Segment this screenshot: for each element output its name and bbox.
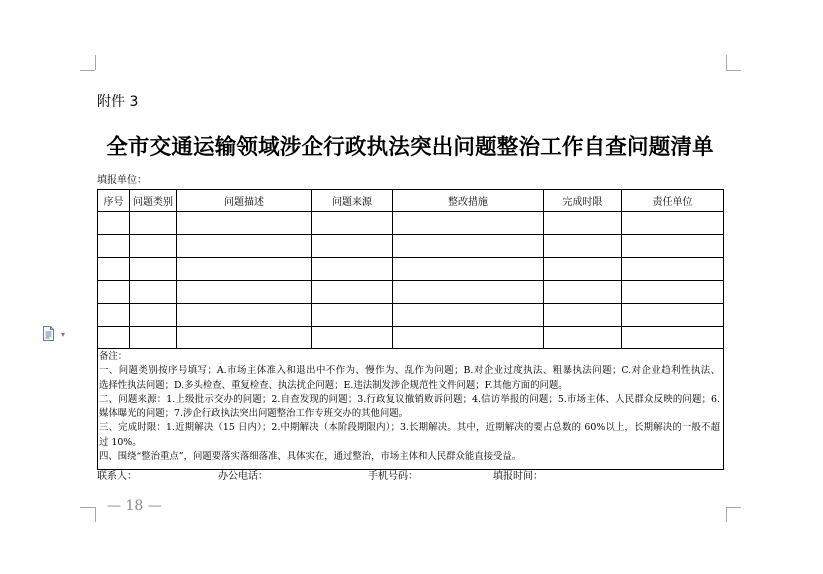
header-issue-source: 问题来源 (312, 190, 393, 212)
contact-label: 联系人： (97, 471, 137, 482)
table-row (98, 235, 724, 258)
table-cell[interactable] (98, 281, 130, 304)
notes-line: 三、完成时限：1.近期解决（15 日内）；2.中期解决（本阶段期限内）；3.长期解决。其中，近期解决的要占总数的 60%以上，长期解决的一般不超 (99, 422, 720, 434)
reporting-unit-label: 填报单位： (97, 175, 147, 186)
table-cell[interactable] (544, 258, 622, 281)
table-cell[interactable] (622, 258, 724, 281)
header-deadline: 完成时限 (544, 190, 622, 212)
table-cell[interactable] (312, 281, 393, 304)
table-cell[interactable] (177, 258, 312, 281)
document-title: 全市交通运输领域涉企行政执法突出问题整治工作自查问题清单 (106, 135, 714, 160)
table-cell[interactable] (98, 304, 130, 327)
notes-row (98, 349, 724, 470)
table-cell[interactable] (622, 212, 724, 235)
table-cell[interactable] (393, 235, 544, 258)
table-cell[interactable] (544, 327, 622, 349)
table-cell[interactable] (393, 258, 544, 281)
table-row (98, 281, 724, 304)
crop-mark-top-left-vertical (95, 55, 96, 70)
table-cell[interactable] (622, 235, 724, 258)
table-cell[interactable] (544, 281, 622, 304)
table-cell[interactable] (130, 258, 177, 281)
table-cell[interactable] (177, 235, 312, 258)
self-check-issue-table (97, 189, 724, 470)
header-issue-description: 问题描述 (177, 190, 312, 212)
notes-heading: 备注： (99, 351, 128, 362)
crop-mark-bottom-left-vertical (95, 507, 96, 522)
table-cell[interactable] (177, 281, 312, 304)
table-cell[interactable] (130, 212, 177, 235)
notes-line: 媒体曝光的问题；7.涉企行政执法突出问题整治工作专班交办的其他问题。 (99, 408, 408, 420)
table-cell[interactable] (622, 304, 724, 327)
notes-line: 选择性执法问题；D.多头检查、重复检查、执法扰企问题；E.违法制发涉企规范性文件问题；F.其他方面的问题。 (99, 379, 568, 391)
table-cell[interactable] (177, 212, 312, 235)
notes-line: 过 10%。 (99, 436, 142, 448)
table-cell[interactable] (130, 327, 177, 349)
document-icon (42, 326, 55, 345)
crop-mark-top-left-horizontal (80, 70, 95, 71)
crop-mark-bottom-left-horizontal (80, 507, 95, 508)
header-issue-category: 问题类别 (130, 190, 177, 212)
header-responsible-unit: 责任单位 (622, 190, 724, 212)
table-cell[interactable] (312, 304, 393, 327)
table-cell[interactable] (312, 212, 393, 235)
notes-line: 四、围绕“整治重点”，问题要落实落细落准、具体实在，通过整治，市场主体和人民群众能直接受益。 (99, 451, 522, 463)
notes-cell (98, 349, 724, 470)
report-time-label: 填报时间： (493, 471, 543, 482)
table-cell[interactable] (98, 327, 130, 349)
chevron-down-icon[interactable]: ▾ (61, 330, 66, 339)
table-cell[interactable] (393, 304, 544, 327)
crop-mark-bottom-right-horizontal (726, 507, 741, 508)
table-cell[interactable] (544, 212, 622, 235)
table-cell[interactable] (177, 327, 312, 349)
table-cell[interactable] (622, 281, 724, 304)
table-cell[interactable] (130, 235, 177, 258)
table-row (98, 327, 724, 349)
table-cell[interactable] (130, 304, 177, 327)
header-rectification-measures: 整改措施 (393, 190, 544, 212)
attachment-label: 附件 3 (97, 94, 139, 110)
table-cell[interactable] (98, 235, 130, 258)
office-phone-label: 办公电话： (218, 471, 268, 482)
table-cell[interactable] (312, 235, 393, 258)
table-cell[interactable] (393, 327, 544, 349)
crop-mark-bottom-right-vertical (726, 507, 727, 522)
table-cell[interactable] (312, 327, 393, 349)
table-cell[interactable] (393, 212, 544, 235)
table-row (98, 212, 724, 235)
crop-mark-top-right-vertical (726, 55, 727, 70)
mobile-number-label: 手机号码： (368, 471, 418, 482)
header-serial-number: 序号 (98, 190, 130, 212)
table-cell[interactable] (312, 258, 393, 281)
table-cell[interactable] (98, 258, 130, 281)
table-cell[interactable] (622, 327, 724, 349)
table-cell[interactable] (130, 281, 177, 304)
notes-line: 二、问题来源：1.上级批示交办的问题；2.自查发现的问题；3.行政复议撤销败诉问题；4.信访举报的问题；5.市场主体、人民群众反映的问题；6. (99, 393, 720, 405)
page-number: — 18 — (107, 498, 162, 514)
table-cell[interactable] (544, 304, 622, 327)
table-cell[interactable] (98, 212, 130, 235)
table-cell[interactable] (177, 304, 312, 327)
side-layout-tool[interactable] (42, 326, 65, 344)
table-header-row (98, 190, 724, 212)
crop-mark-top-right-horizontal (726, 70, 741, 71)
table-cell[interactable] (544, 235, 622, 258)
table-cell[interactable] (393, 281, 544, 304)
notes-line: 一、问题类别按序号填写；A.市场主体准入和退出中不作为、慢作为、乱作为问题；B.对企业过度执法、粗暴执法问题；C.对企业趋利性执法、 (99, 365, 720, 377)
table-row (98, 304, 724, 327)
table-row (98, 258, 724, 281)
